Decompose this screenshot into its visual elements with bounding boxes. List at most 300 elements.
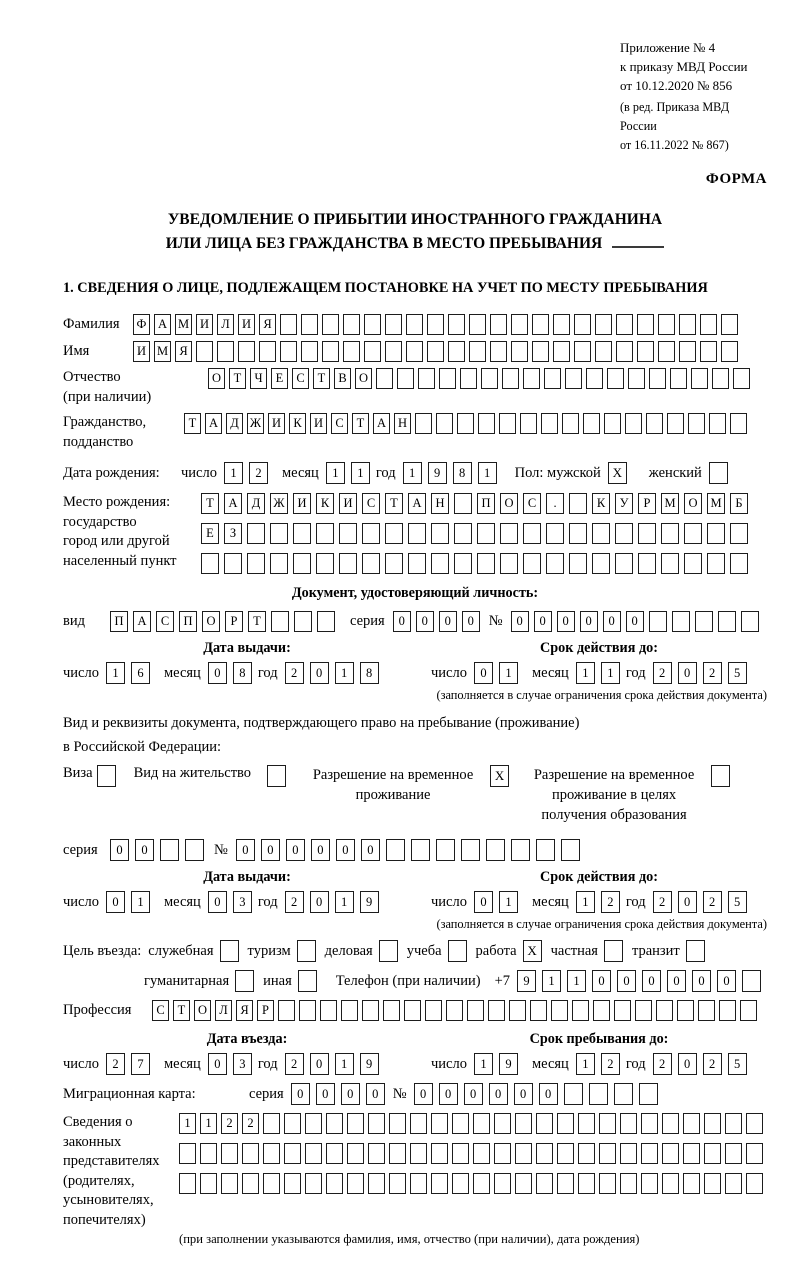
char-cell[interactable] [316, 523, 334, 544]
char-cell[interactable] [467, 1000, 484, 1021]
char-cell[interactable] [469, 314, 486, 335]
char-cell[interactable]: 1 [474, 1053, 493, 1075]
identity-doc-kind-cells[interactable] [110, 611, 340, 632]
char-cell[interactable] [301, 341, 318, 362]
char-cell[interactable]: 0 [366, 1083, 385, 1105]
char-cell[interactable] [536, 1113, 553, 1134]
char-cell[interactable]: 1 [576, 1053, 595, 1075]
char-cell[interactable] [477, 523, 495, 544]
char-cell[interactable] [221, 1143, 238, 1164]
char-cell[interactable]: 0 [534, 611, 552, 632]
char-cell[interactable]: 2 [601, 891, 620, 913]
stay-month-cells[interactable] [576, 1053, 626, 1075]
residence-issue-year-cells[interactable] [285, 891, 385, 913]
surname-cells[interactable] [133, 314, 742, 335]
char-cell[interactable] [221, 1173, 238, 1194]
char-cell[interactable] [343, 314, 360, 335]
char-cell[interactable] [730, 553, 748, 574]
char-cell[interactable]: 1 [478, 462, 497, 484]
char-cell[interactable] [415, 413, 432, 434]
char-cell[interactable] [263, 1113, 280, 1134]
identity-issue-month-cells[interactable] [208, 662, 258, 684]
char-cell[interactable] [679, 314, 696, 335]
char-cell[interactable]: 2 [242, 1113, 259, 1134]
residence-issue-day-cells[interactable] [106, 891, 156, 913]
char-cell[interactable]: 1 [576, 891, 595, 913]
char-cell[interactable] [418, 368, 435, 389]
char-cell[interactable]: 1 [351, 462, 370, 484]
char-cell[interactable] [452, 1173, 469, 1194]
char-cell[interactable] [410, 1173, 427, 1194]
char-cell[interactable] [460, 368, 477, 389]
char-cell[interactable] [386, 839, 405, 861]
char-cell[interactable] [672, 611, 690, 632]
char-cell[interactable] [688, 413, 705, 434]
char-cell[interactable]: 3 [233, 891, 252, 913]
purpose-gumanitarnaya-checkbox[interactable] [235, 970, 254, 992]
char-cell[interactable] [511, 341, 528, 362]
char-cell[interactable]: 0 [439, 611, 457, 632]
given-name-cells[interactable] [133, 341, 742, 362]
char-cell[interactable]: 9 [360, 891, 379, 913]
char-cell[interactable] [565, 368, 582, 389]
char-cell[interactable] [326, 1143, 343, 1164]
char-cell[interactable] [293, 553, 311, 574]
char-cell[interactable] [242, 1173, 259, 1194]
char-cell[interactable]: К [316, 493, 334, 514]
char-cell[interactable] [477, 553, 495, 574]
char-cell[interactable] [347, 1143, 364, 1164]
char-cell[interactable]: 0 [717, 970, 736, 992]
char-cell[interactable]: 0 [489, 1083, 508, 1105]
char-cell[interactable]: 1 [224, 462, 243, 484]
char-cell[interactable] [733, 368, 750, 389]
char-cell[interactable]: 0 [208, 662, 227, 684]
char-cell[interactable]: Т [248, 611, 266, 632]
char-cell[interactable]: Ч [250, 368, 267, 389]
edu-permit-checkbox[interactable] [711, 765, 730, 787]
char-cell[interactable] [592, 523, 610, 544]
char-cell[interactable] [707, 523, 725, 544]
char-cell[interactable]: 0 [474, 662, 493, 684]
char-cell[interactable] [410, 1113, 427, 1134]
char-cell[interactable]: С [292, 368, 309, 389]
char-cell[interactable] [684, 523, 702, 544]
char-cell[interactable] [320, 1000, 337, 1021]
char-cell[interactable] [695, 611, 713, 632]
char-cell[interactable]: Е [201, 523, 219, 544]
migration-series-cells[interactable] [291, 1083, 391, 1105]
char-cell[interactable] [578, 1143, 595, 1164]
char-cell[interactable] [746, 1113, 763, 1134]
char-cell[interactable] [341, 1000, 358, 1021]
char-cell[interactable] [725, 1173, 742, 1194]
char-cell[interactable]: О [355, 368, 372, 389]
char-cell[interactable] [179, 1143, 196, 1164]
char-cell[interactable] [452, 1143, 469, 1164]
char-cell[interactable] [658, 314, 675, 335]
char-cell[interactable] [704, 1173, 721, 1194]
char-cell[interactable] [641, 1173, 658, 1194]
char-cell[interactable] [364, 341, 381, 362]
char-cell[interactable] [368, 1173, 385, 1194]
char-cell[interactable] [599, 1173, 616, 1194]
char-cell[interactable] [546, 553, 564, 574]
char-cell[interactable]: 0 [310, 662, 329, 684]
char-cell[interactable] [604, 413, 621, 434]
char-cell[interactable] [515, 1143, 532, 1164]
char-cell[interactable] [700, 314, 717, 335]
char-cell[interactable]: 8 [233, 662, 252, 684]
identity-expiry-day-cells[interactable] [474, 662, 524, 684]
char-cell[interactable] [683, 1113, 700, 1134]
char-cell[interactable] [683, 1143, 700, 1164]
char-cell[interactable] [448, 341, 465, 362]
char-cell[interactable]: 1 [499, 662, 518, 684]
purpose-tranzit-checkbox[interactable] [686, 940, 705, 962]
char-cell[interactable] [656, 1000, 673, 1021]
profession-cells[interactable] [152, 1000, 761, 1021]
char-cell[interactable] [730, 523, 748, 544]
char-cell[interactable] [397, 368, 414, 389]
char-cell[interactable] [322, 314, 339, 335]
char-cell[interactable] [305, 1173, 322, 1194]
char-cell[interactable]: 3 [233, 1053, 252, 1075]
char-cell[interactable]: 0 [539, 1083, 558, 1105]
char-cell[interactable] [247, 553, 265, 574]
char-cell[interactable]: 2 [285, 1053, 304, 1075]
char-cell[interactable] [683, 1173, 700, 1194]
char-cell[interactable] [478, 413, 495, 434]
char-cell[interactable]: И [293, 493, 311, 514]
char-cell[interactable]: О [684, 493, 702, 514]
char-cell[interactable] [742, 970, 761, 992]
char-cell[interactable] [473, 1173, 490, 1194]
char-cell[interactable]: Ж [247, 413, 264, 434]
char-cell[interactable] [541, 413, 558, 434]
char-cell[interactable]: О [202, 611, 220, 632]
char-cell[interactable]: 0 [474, 891, 493, 913]
char-cell[interactable] [457, 413, 474, 434]
char-cell[interactable]: 0 [592, 970, 611, 992]
migration-number-cells[interactable] [414, 1083, 664, 1105]
char-cell[interactable]: 0 [110, 839, 129, 861]
char-cell[interactable] [557, 1173, 574, 1194]
char-cell[interactable] [490, 314, 507, 335]
char-cell[interactable] [595, 314, 612, 335]
char-cell[interactable] [200, 1173, 217, 1194]
purpose-inaya-checkbox[interactable] [298, 970, 317, 992]
char-cell[interactable] [740, 1000, 757, 1021]
char-cell[interactable] [362, 553, 380, 574]
char-cell[interactable] [410, 1143, 427, 1164]
char-cell[interactable]: Д [226, 413, 243, 434]
char-cell[interactable] [200, 1143, 217, 1164]
char-cell[interactable] [679, 341, 696, 362]
char-cell[interactable] [614, 1000, 631, 1021]
char-cell[interactable]: 0 [416, 611, 434, 632]
char-cell[interactable] [494, 1143, 511, 1164]
char-cell[interactable] [454, 523, 472, 544]
char-cell[interactable]: Ф [133, 314, 150, 335]
char-cell[interactable]: 0 [557, 611, 575, 632]
char-cell[interactable] [572, 1000, 589, 1021]
char-cell[interactable]: 1 [335, 891, 354, 913]
char-cell[interactable]: 6 [131, 662, 150, 684]
char-cell[interactable] [599, 1143, 616, 1164]
char-cell[interactable]: 2 [703, 891, 722, 913]
birth-place-row-2[interactable] [201, 523, 753, 544]
char-cell[interactable]: С [152, 1000, 169, 1021]
char-cell[interactable] [553, 341, 570, 362]
char-cell[interactable]: А [373, 413, 390, 434]
char-cell[interactable]: 0 [393, 611, 411, 632]
residence-expiry-day-cells[interactable] [474, 891, 524, 913]
char-cell[interactable] [305, 1143, 322, 1164]
identity-expiry-year-cells[interactable] [653, 662, 753, 684]
char-cell[interactable] [615, 523, 633, 544]
stay-day-cells[interactable] [474, 1053, 524, 1075]
char-cell[interactable] [408, 553, 426, 574]
char-cell[interactable] [586, 368, 603, 389]
char-cell[interactable]: 0 [311, 839, 330, 861]
char-cell[interactable] [515, 1173, 532, 1194]
char-cell[interactable]: П [179, 611, 197, 632]
char-cell[interactable] [481, 368, 498, 389]
char-cell[interactable]: Т [173, 1000, 190, 1021]
identity-issue-year-cells[interactable] [285, 662, 385, 684]
char-cell[interactable]: М [175, 314, 192, 335]
char-cell[interactable] [406, 314, 423, 335]
char-cell[interactable]: Т [313, 368, 330, 389]
char-cell[interactable] [615, 553, 633, 574]
char-cell[interactable] [347, 1173, 364, 1194]
char-cell[interactable] [649, 368, 666, 389]
gender-female-checkbox[interactable] [709, 462, 728, 484]
char-cell[interactable] [578, 1113, 595, 1134]
char-cell[interactable] [704, 1143, 721, 1164]
char-cell[interactable]: П [110, 611, 128, 632]
char-cell[interactable]: Я [259, 314, 276, 335]
char-cell[interactable] [376, 368, 393, 389]
char-cell[interactable]: 0 [511, 611, 529, 632]
char-cell[interactable]: 1 [326, 462, 345, 484]
char-cell[interactable]: 0 [464, 1083, 483, 1105]
char-cell[interactable] [389, 1143, 406, 1164]
char-cell[interactable] [486, 839, 505, 861]
char-cell[interactable]: Т [385, 493, 403, 514]
char-cell[interactable]: И [133, 341, 150, 362]
char-cell[interactable] [569, 523, 587, 544]
char-cell[interactable]: 1 [200, 1113, 217, 1134]
char-cell[interactable]: 1 [131, 891, 150, 913]
representatives-row-3[interactable] [179, 1173, 767, 1194]
char-cell[interactable] [635, 1000, 652, 1021]
char-cell[interactable]: 0 [414, 1083, 433, 1105]
char-cell[interactable]: Ж [270, 493, 288, 514]
char-cell[interactable]: Е [271, 368, 288, 389]
char-cell[interactable] [574, 341, 591, 362]
char-cell[interactable]: 5 [728, 891, 747, 913]
char-cell[interactable] [301, 314, 318, 335]
char-cell[interactable] [677, 1000, 694, 1021]
char-cell[interactable]: 9 [428, 462, 447, 484]
char-cell[interactable] [646, 413, 663, 434]
char-cell[interactable]: 0 [336, 839, 355, 861]
char-cell[interactable] [583, 413, 600, 434]
char-cell[interactable] [238, 341, 255, 362]
char-cell[interactable] [544, 368, 561, 389]
char-cell[interactable]: Т [184, 413, 201, 434]
char-cell[interactable] [589, 1083, 608, 1105]
char-cell[interactable] [452, 1113, 469, 1134]
char-cell[interactable] [641, 1143, 658, 1164]
char-cell[interactable]: 1 [106, 662, 125, 684]
char-cell[interactable] [741, 611, 759, 632]
char-cell[interactable] [515, 1113, 532, 1134]
char-cell[interactable] [427, 341, 444, 362]
char-cell[interactable]: Т [352, 413, 369, 434]
char-cell[interactable] [562, 413, 579, 434]
char-cell[interactable]: 2 [653, 662, 672, 684]
stay-year-cells[interactable] [653, 1053, 753, 1075]
char-cell[interactable] [494, 1173, 511, 1194]
residence-issue-month-cells[interactable] [208, 891, 258, 913]
char-cell[interactable]: 2 [285, 891, 304, 913]
char-cell[interactable] [270, 523, 288, 544]
char-cell[interactable]: 0 [291, 1083, 310, 1105]
char-cell[interactable] [557, 1143, 574, 1164]
char-cell[interactable] [595, 341, 612, 362]
char-cell[interactable] [523, 523, 541, 544]
char-cell[interactable] [721, 341, 738, 362]
char-cell[interactable] [578, 1173, 595, 1194]
char-cell[interactable] [628, 368, 645, 389]
char-cell[interactable] [427, 314, 444, 335]
char-cell[interactable] [662, 1143, 679, 1164]
char-cell[interactable]: 1 [576, 662, 595, 684]
birth-year-cells[interactable] [403, 462, 503, 484]
char-cell[interactable] [385, 523, 403, 544]
char-cell[interactable] [448, 314, 465, 335]
char-cell[interactable]: Р [257, 1000, 274, 1021]
char-cell[interactable] [707, 553, 725, 574]
char-cell[interactable] [316, 553, 334, 574]
char-cell[interactable]: Т [201, 493, 219, 514]
purpose-delovaya-checkbox[interactable] [379, 940, 398, 962]
char-cell[interactable]: 0 [316, 1083, 335, 1105]
char-cell[interactable] [721, 314, 738, 335]
entry-month-cells[interactable] [208, 1053, 258, 1075]
char-cell[interactable]: С [362, 493, 380, 514]
char-cell[interactable] [179, 1173, 196, 1194]
char-cell[interactable]: М [707, 493, 725, 514]
char-cell[interactable] [201, 553, 219, 574]
char-cell[interactable] [271, 611, 289, 632]
char-cell[interactable] [411, 839, 430, 861]
char-cell[interactable]: 1 [403, 462, 422, 484]
char-cell[interactable] [461, 839, 480, 861]
char-cell[interactable] [698, 1000, 715, 1021]
char-cell[interactable]: 0 [106, 891, 125, 913]
char-cell[interactable]: Л [215, 1000, 232, 1021]
char-cell[interactable]: О [500, 493, 518, 514]
char-cell[interactable] [439, 368, 456, 389]
char-cell[interactable] [499, 413, 516, 434]
char-cell[interactable]: 2 [703, 662, 722, 684]
char-cell[interactable]: 2 [285, 662, 304, 684]
char-cell[interactable]: И [310, 413, 327, 434]
char-cell[interactable] [607, 368, 624, 389]
char-cell[interactable]: К [592, 493, 610, 514]
char-cell[interactable]: П [477, 493, 495, 514]
char-cell[interactable]: . [546, 493, 564, 514]
temp-permit-checkbox[interactable]: X [490, 765, 509, 787]
char-cell[interactable]: А [154, 314, 171, 335]
visa-checkbox[interactable] [97, 765, 116, 787]
char-cell[interactable]: 0 [626, 611, 644, 632]
char-cell[interactable]: 5 [728, 1053, 747, 1075]
char-cell[interactable] [523, 553, 541, 574]
char-cell[interactable] [638, 553, 656, 574]
char-cell[interactable] [408, 523, 426, 544]
char-cell[interactable] [284, 1173, 301, 1194]
char-cell[interactable] [454, 553, 472, 574]
char-cell[interactable]: З [224, 523, 242, 544]
char-cell[interactable] [431, 1173, 448, 1194]
char-cell[interactable]: 0 [341, 1083, 360, 1105]
char-cell[interactable]: 0 [236, 839, 255, 861]
char-cell[interactable] [662, 1173, 679, 1194]
char-cell[interactable] [509, 1000, 526, 1021]
char-cell[interactable] [592, 553, 610, 574]
char-cell[interactable] [719, 1000, 736, 1021]
char-cell[interactable]: 0 [692, 970, 711, 992]
char-cell[interactable]: У [615, 493, 633, 514]
char-cell[interactable] [431, 553, 449, 574]
char-cell[interactable] [561, 839, 580, 861]
char-cell[interactable] [670, 368, 687, 389]
char-cell[interactable] [368, 1143, 385, 1164]
entry-year-cells[interactable] [285, 1053, 385, 1075]
char-cell[interactable]: М [661, 493, 679, 514]
char-cell[interactable]: 0 [617, 970, 636, 992]
birth-place-row-3[interactable] [201, 553, 753, 574]
char-cell[interactable] [520, 413, 537, 434]
char-cell[interactable]: 2 [221, 1113, 238, 1134]
char-cell[interactable] [160, 839, 179, 861]
char-cell[interactable] [385, 553, 403, 574]
char-cell[interactable] [536, 1143, 553, 1164]
char-cell[interactable] [649, 611, 667, 632]
entry-day-cells[interactable] [106, 1053, 156, 1075]
char-cell[interactable]: 2 [653, 891, 672, 913]
char-cell[interactable]: И [238, 314, 255, 335]
char-cell[interactable]: 5 [728, 662, 747, 684]
birth-day-cells[interactable] [224, 462, 274, 484]
char-cell[interactable] [569, 553, 587, 574]
char-cell[interactable]: А [224, 493, 242, 514]
char-cell[interactable]: 0 [310, 1053, 329, 1075]
char-cell[interactable] [284, 1113, 301, 1134]
residence-expiry-month-cells[interactable] [576, 891, 626, 913]
char-cell[interactable]: 1 [335, 1053, 354, 1075]
char-cell[interactable]: Б [730, 493, 748, 514]
char-cell[interactable]: 9 [499, 1053, 518, 1075]
char-cell[interactable] [569, 493, 587, 514]
char-cell[interactable]: 8 [453, 462, 472, 484]
char-cell[interactable]: Л [217, 314, 234, 335]
